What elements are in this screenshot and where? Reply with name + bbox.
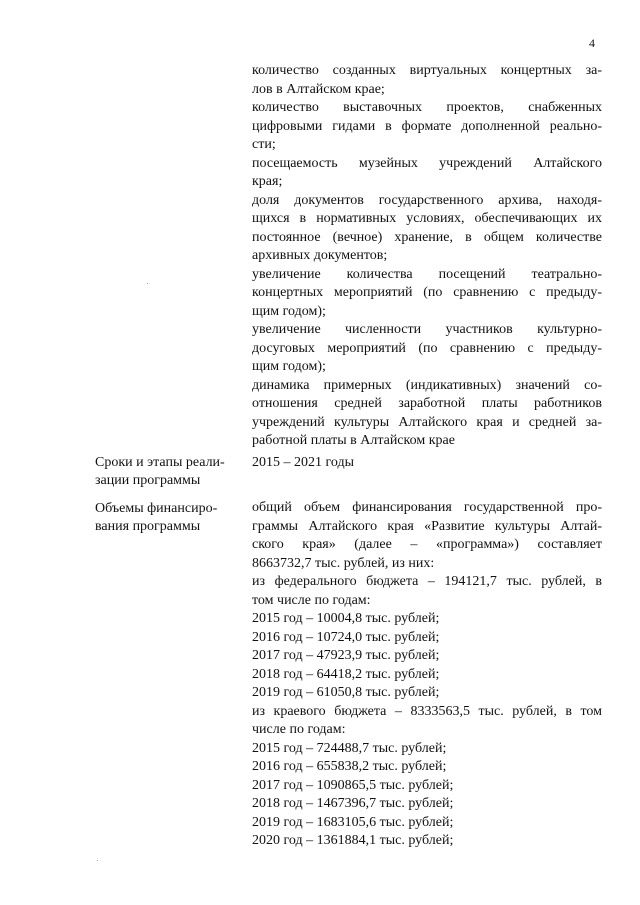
financing-line: 2018 год – 64418,2 тыс. рублей; [252,666,440,682]
page-number: 4 [589,36,595,50]
indicator-line: сти; [252,137,276,152]
financing-line: 2015 год – 10004,8 тыс. рублей; [252,611,440,626]
financing-line: 8663732,7 тыс. рублей, из них: [252,555,435,571]
indicator-line: щихся в нормативных условиях, обеспечивающих их [252,211,602,226]
indicator-line: отношения средней заработной платы работников [252,396,602,411]
financing-line: 2020 год – 1361884,1 тыс. рублей; [252,833,454,848]
financing-line: том числе по годам: [252,592,371,608]
financing-text-block [252,499,602,851]
financing-label-line: вания программы [95,519,201,534]
financing-line: числе по годам: [252,722,346,737]
indicator-line: учреждений культуры Алтайского края и средней за- [252,414,602,430]
scan-speck [97,860,98,861]
indicator-line: посещаемость музейных учреждений Алтайского [252,155,602,171]
indicator-line: работной платы в Алтайском крае [252,433,455,448]
indicator-line: архивных документов; [252,248,388,263]
indicator-line: доля документов государственного архива, находя- [252,192,602,208]
financing-line: 2017 год – 47923,9 тыс. рублей; [252,648,440,663]
financing-label-line: Объемы финансиро- [95,501,218,516]
financing-line: общий объем финансирования государственной про- [252,500,602,515]
financing-line: из федерального бюджета – 194121,7 тыс. рублей, в [252,574,602,589]
indicator-line: щим годом); [252,359,326,374]
indicator-line: лов в Алтайском крае; [252,81,385,97]
financing-line: 2015 год – 724488,7 тыс. рублей; [252,740,447,756]
indicator-line: динамика примерных (индикативных) значений со- [252,377,602,393]
financing-line: 2016 год – 10724,0 тыс. рублей; [252,629,440,645]
financing-line: 2018 год – 1467396,7 тыс. рублей; [252,796,454,811]
terms-label [95,454,240,490]
financing-line: граммы Алтайского края «Развитие культуры Алтай- [252,518,602,534]
indicator-line: увеличение численности участников культурно- [252,322,602,337]
financing-line: ского края» (далее – «программа») составляет [252,537,602,552]
terms-label-line: Сроки и этапы реали- [95,455,225,470]
indicator-line: постоянное (вечное) хранение, в общем количестве [252,229,602,245]
indicator-line: увеличение количества посещений театрально- [252,266,602,282]
financing-line: 2019 год – 1683105,6 тыс. рублей; [252,814,454,830]
terms-value: 2015 – 2021 годы [252,455,355,470]
indicators-text-block [252,62,602,451]
indicator-line: количество созданных виртуальных концертных за- [252,63,602,78]
financing-line: из краевого бюджета – 8333563,5 тыс. рублей, в том [252,703,602,719]
financing-line: 2019 год – 61050,8 тыс. рублей; [252,685,440,700]
indicator-line: края; [252,174,283,189]
terms-value-block [252,454,602,473]
financing-label [95,500,240,536]
terms-label-line: зации программы [95,473,201,488]
indicator-line: количество выставочных проектов, снабженных [252,100,602,115]
indicator-line: концертных мероприятий (по сравнению с предыду- [252,285,602,300]
financing-line: 2016 год – 655838,2 тыс. рублей; [252,759,447,774]
financing-line: 2017 год – 1090865,5 тыс. рублей; [252,777,454,793]
indicator-line: щим годом); [252,303,326,319]
indicator-line: цифровыми гидами в формате дополненной реально- [252,118,602,134]
indicator-line: досуговых мероприятий (по сравнению с предыду- [252,340,602,356]
scan-speck [147,283,148,284]
